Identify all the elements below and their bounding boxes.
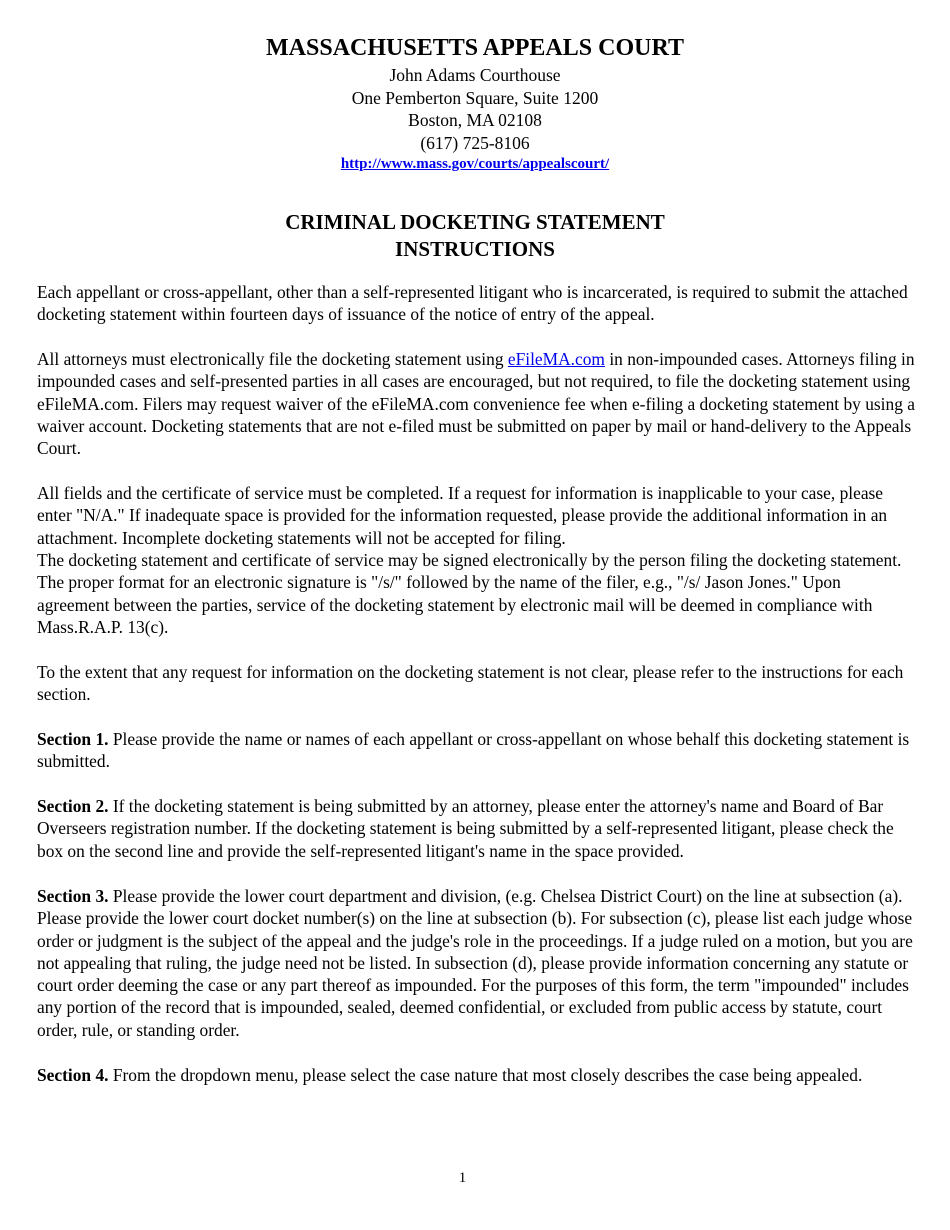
section-1-label: Section 1. [37,729,109,749]
required-fields-paragraph: All fields and the certificate of service must be completed. If a request for information is inapplicable to your case, please enter "N/A." If inadequate space is provided for the information requested, please provide the additional information in an attachment. Incomplete docketing statements will not be accepted for filing. [37,483,888,548]
efilema-link[interactable]: eFileMA.com [507,349,605,369]
document-title: CRIMINAL DOCKETING STATEMENT [285,210,665,234]
section-4-label: Section 4. [37,1065,109,1085]
section-1-text: Please provide the name or names of each appellant or cross-appellant on whose behalf this docketing statement is submitted. [37,729,910,772]
court-name: MASSACHUSETTS APPEALS COURT [266,35,684,61]
document-subtitle: INSTRUCTIONS [395,237,555,261]
section-3-label: Section 3. [37,886,109,906]
intro-paragraph: Each appellant or cross-appellant, other than a self-represented litigant who is incarcerated, is required to submit the attached docketing statement within fourteen days of issuance of the notice of entry of the appeal. [37,282,908,325]
section-2-text: If the docketing statement is being submitted by an attorney, please enter the attorney's name and Board of Bar Overseers registration number. If the docketing statement is being submitted by a self-represented litigant, please check the box on the second line and provide the self-represented litigant's name in the space provided. [37,796,894,861]
section-1-instructions [37,728,917,773]
website-line [0,155,950,173]
phone-number: (617) 725-8106 [420,133,530,153]
section-2-instructions [37,795,917,862]
city-state-zip: Boston, MA 02108 [408,110,542,130]
efiling-paragraph [37,348,917,459]
website-link[interactable]: http://www.mass.gov/courts/appealscourt/ [340,156,610,172]
page-number: 1 [458,1170,467,1186]
efiling-text-after: in non-impounded cases. Attorneys filing in impounded cases and self-presented parties in all cases are encouraged, but not required, to file the docketing statement using eFileMA.com. Filers may request waiver of the eFileMA.com convenience fee when e-filing a docketing statement by using a waiver account. Docketing statements that are not e-filed must be submitted on paper by mail or hand-delivery to the Appeals Court. [37,349,915,459]
electronic-signature-paragraph: The docketing statement and certificate of service may be signed electronically by the person filing the docketing statement. The proper format for an electronic signature is "/s/" followed by the name of the filer, e.g., "/s/ Jason Jones." Upon agreement between the parties, service of the docketing statement by electronic mail will be deemed in compliance with Mass.R.A.P. 13(c). [37,550,902,637]
section-3-instructions [37,885,917,1041]
section-3-text: Please provide the lower court department and division, (e.g. Chelsea District Court) on the line at subsection (a). Please provide the lower court docket number(s) on the line at subsection (b). For subsection (c), please list each judge whose order or judgment is the subject of the appeal and the judge's role in the proceedings. If a judge ruled on a motion, but you are not appealing that ruling, the judge need not be listed. In subsection (d), please provide information concerning any statute or court order deeming the case or any part thereof as impounded. For the purposes of this form, the term "impounded" includes any portion of the record that is impounded, sealed, deemed confidential, or excluded from public access by statute, court order, rule, or standing order. [37,886,913,1040]
courthouse-name: John Adams Courthouse [389,65,561,85]
section-4-text: From the dropdown menu, please select the case nature that most closely describes the case being appealed. [108,1065,863,1085]
clarification-paragraph: To the extent that any request for information on the docketing statement is not clear, please refer to the instructions for each section. [37,662,904,705]
street-address: One Pemberton Square, Suite 1200 [351,88,599,108]
section-2-label: Section 2. [37,796,109,816]
section-4-instructions [37,1064,917,1086]
efiling-text-before: All attorneys must electronically file the docketing statement using [37,349,508,369]
